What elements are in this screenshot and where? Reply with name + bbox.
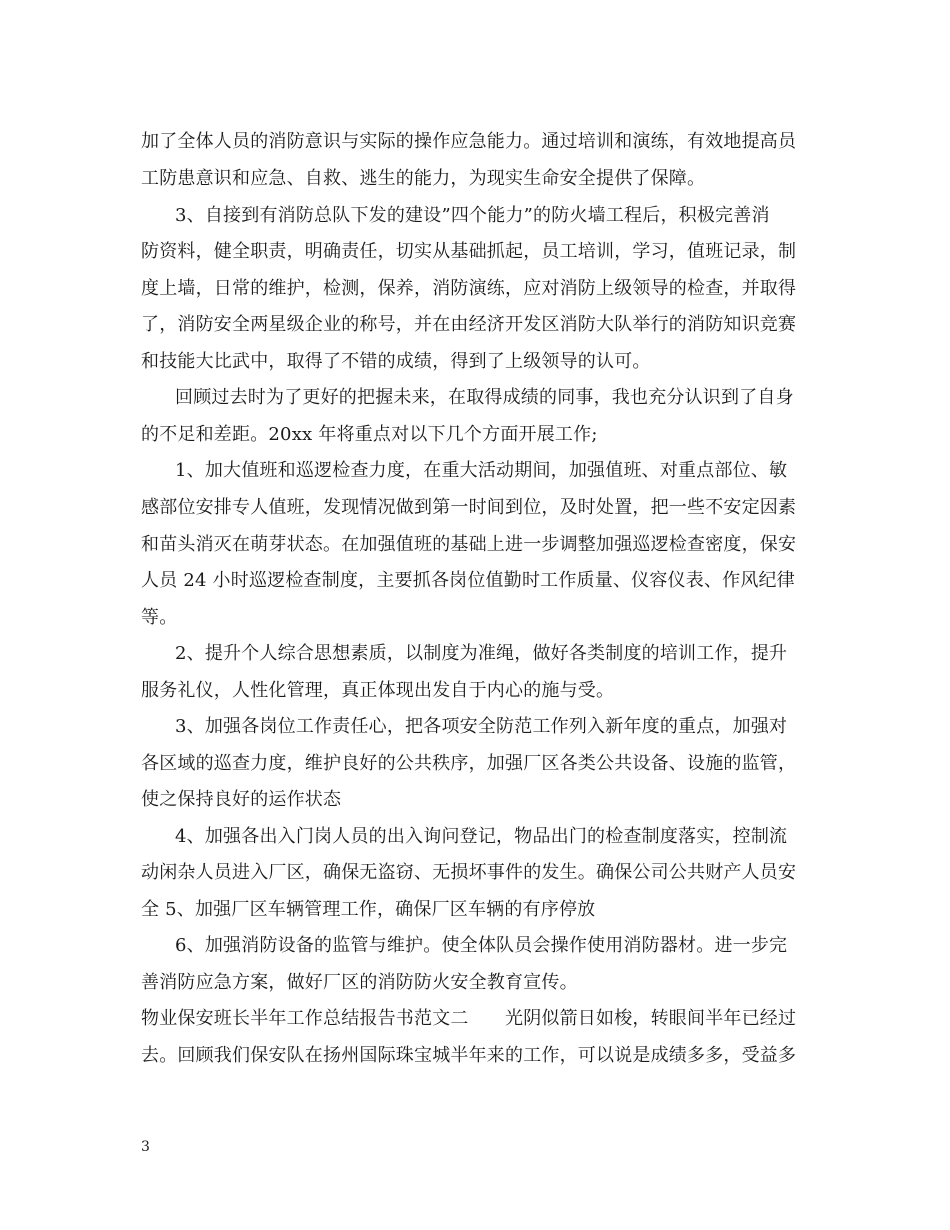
text-line: 工防患意识和应急、自救、逃生的能力，为现实生命安全提供了保障。 <box>141 168 706 189</box>
text-line: 的不足和差距。20xx 年将重点对以下几个方面开展工作; <box>141 424 598 445</box>
text-line: 使之保持良好的运作状态 <box>141 789 342 810</box>
text-line: 2、提升个人综合思想素质，以制度为准绳，做好各类制度的培训工作，提升 <box>175 643 788 664</box>
text-line: 全 5、加强厂区车辆管理工作，确保厂区车辆的有序停放 <box>141 899 596 920</box>
text-line: 服务礼仪，人性化管理，真正体现出发自于内心的施与受。 <box>141 680 615 701</box>
text-line: 3、加强各岗位工作责任心，把各项安全防范工作列入新年度的重点，加强对 <box>175 716 788 737</box>
text-line: 了，消防安全两星级企业的称号，并在由经济开发区消防大队举行的消防知识竞赛 <box>141 314 797 335</box>
text-line: 3、自接到有消防总队下发的建设”四个能力”的防火墙工程后，积极完善消 <box>175 205 770 226</box>
text-line: 6、加强消防设备的监管与维护。使全体队员会操作使用消防器材。进一步完 <box>175 935 788 956</box>
text-line: 防资料，健全职责，明确责任，切实从基础抓起，员工培训，学习，值班记录，制 <box>141 241 797 262</box>
text-line: 去。回顾我们保安队在扬州国际珠宝城半年来的工作，可以说是成绩多多，受益多 <box>141 1045 797 1066</box>
text-line: 4、加强各出入门岗人员的出入询问登记，物品出门的检查制度落实，控制流 <box>175 826 788 847</box>
text-line: 1、加大值班和巡逻检查力度，在重大活动期间，加强值班、对重点部位、敏 <box>175 460 788 481</box>
text-line: 等。 <box>141 607 178 628</box>
text-line: 度上墙，日常的维护，检测，保养，消防演练，应对消防上级领导的检查，并取得 <box>141 278 797 299</box>
text-line: 人员 24 小时巡逻检查制度，主要抓各岗位值勤时工作质量、仪容仪表、作风纪律 <box>141 570 795 591</box>
text-line: 动闲杂人员进入厂区，确保无盗窃、无损坏事件的发生。确保公司公共财产人员安 <box>141 862 797 883</box>
text-line: 感部位安排专人值班，发现情况做到第一时间到位，及时处置，把一些不安定因素 <box>141 497 797 518</box>
text-line: 和苗头消灭在萌芽状态。在加强值班的基础上进一步调整加强巡逻检查密度，保安 <box>141 534 797 555</box>
page-number: 3 <box>141 1139 150 1155</box>
text-line: 物业保安班长半年工作总结报告书范文二 光阴似箭日如梭，转眼间半年已经过 <box>141 1008 797 1029</box>
text-line: 善消防应急方案，做好厂区的消防防火安全教育宣传。 <box>141 972 578 993</box>
text-line: 和技能大比武中，取得了不错的成绩，得到了上级领导的认可。 <box>141 351 651 372</box>
text-line: 加了全体人员的消防意识与实际的操作应急能力。通过培训和演练，有效地提高员 <box>141 131 797 152</box>
text-line: 各区域的巡查力度，维护良好的公共秩序，加强厂区各类公共设备、设施的监管， <box>141 753 797 774</box>
text-line: 回顾过去时为了更好的把握未来，在取得成绩的同事，我也充分认识到了自身 <box>175 387 794 408</box>
